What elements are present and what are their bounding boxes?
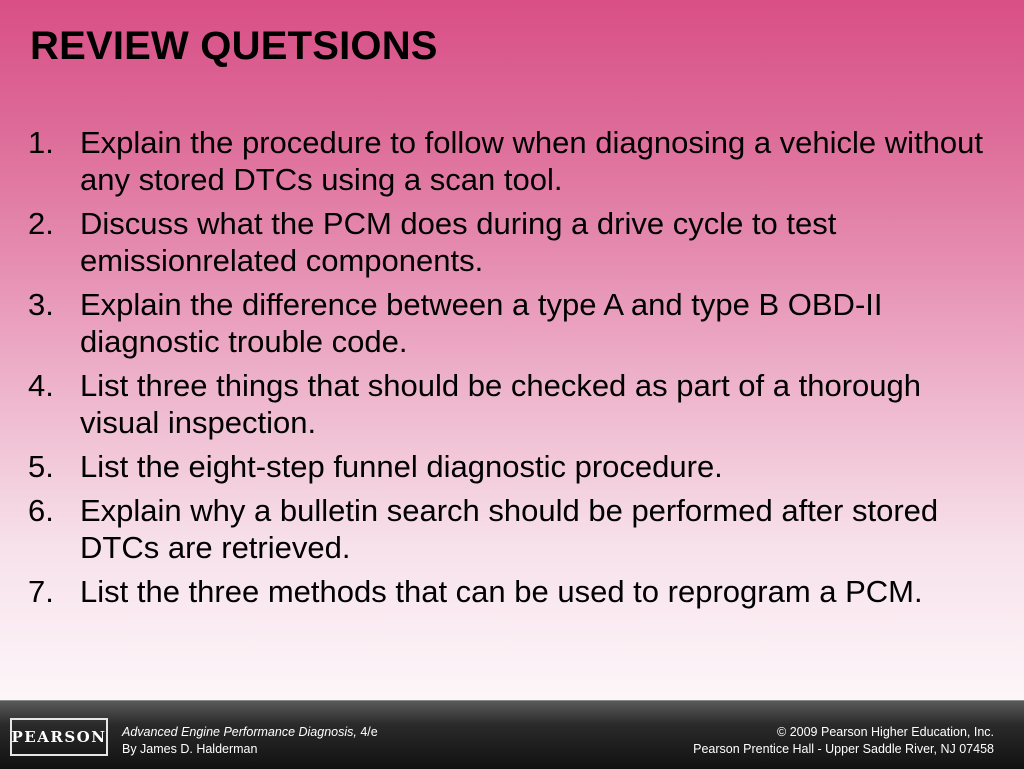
list-item [28, 367, 988, 441]
question-number: 4. [28, 368, 54, 403]
question-number: 2. [28, 206, 54, 241]
question-number: 5. [28, 449, 54, 484]
list-item [28, 448, 988, 485]
question-text: Explain the procedure to follow when diagnosing a vehicle without any stored DTCs using a scan tool. [80, 125, 984, 197]
slide-title: REVIEW QUETSIONS [30, 24, 438, 68]
question-text: Explain why a bulletin search should be performed after stored DTCs are retrieved. [80, 493, 939, 565]
publisher-text: Pearson Prentice Hall - Upper Saddle River, NJ 07458 [693, 742, 994, 756]
footer-copyright-info [693, 724, 994, 758]
list-item [28, 286, 988, 360]
question-text: List three things that should be checked as part of a thorough visual inspection. [80, 368, 921, 440]
question-text: List the eight-step funnel diagnostic procedure. [80, 449, 723, 484]
list-item [28, 124, 988, 198]
list-item [28, 205, 988, 279]
footer-bar [0, 700, 1024, 769]
book-edition: 4/e [356, 725, 378, 739]
question-number: 7. [28, 574, 54, 609]
book-author: By James D. Halderman [122, 742, 258, 756]
pearson-logo: PEARSON [10, 718, 108, 756]
question-number: 1. [28, 125, 54, 160]
footer-book-info [122, 724, 378, 758]
question-text: List the three methods that can be used to reprogram a PCM. [80, 574, 923, 609]
question-number: 6. [28, 493, 54, 528]
question-list [28, 124, 988, 617]
question-text: Discuss what the PCM does during a drive cycle to test emissionrelated components. [80, 206, 837, 278]
list-item [28, 573, 988, 610]
book-title-line [122, 724, 378, 741]
question-text: Explain the difference between a type A and type B OBD-II diagnostic trouble code. [80, 287, 883, 359]
copyright-text: © 2009 Pearson Higher Education, Inc. [777, 725, 994, 739]
list-item [28, 492, 988, 566]
book-title: Advanced Engine Performance Diagnosis, [122, 725, 357, 739]
question-number: 3. [28, 287, 54, 322]
